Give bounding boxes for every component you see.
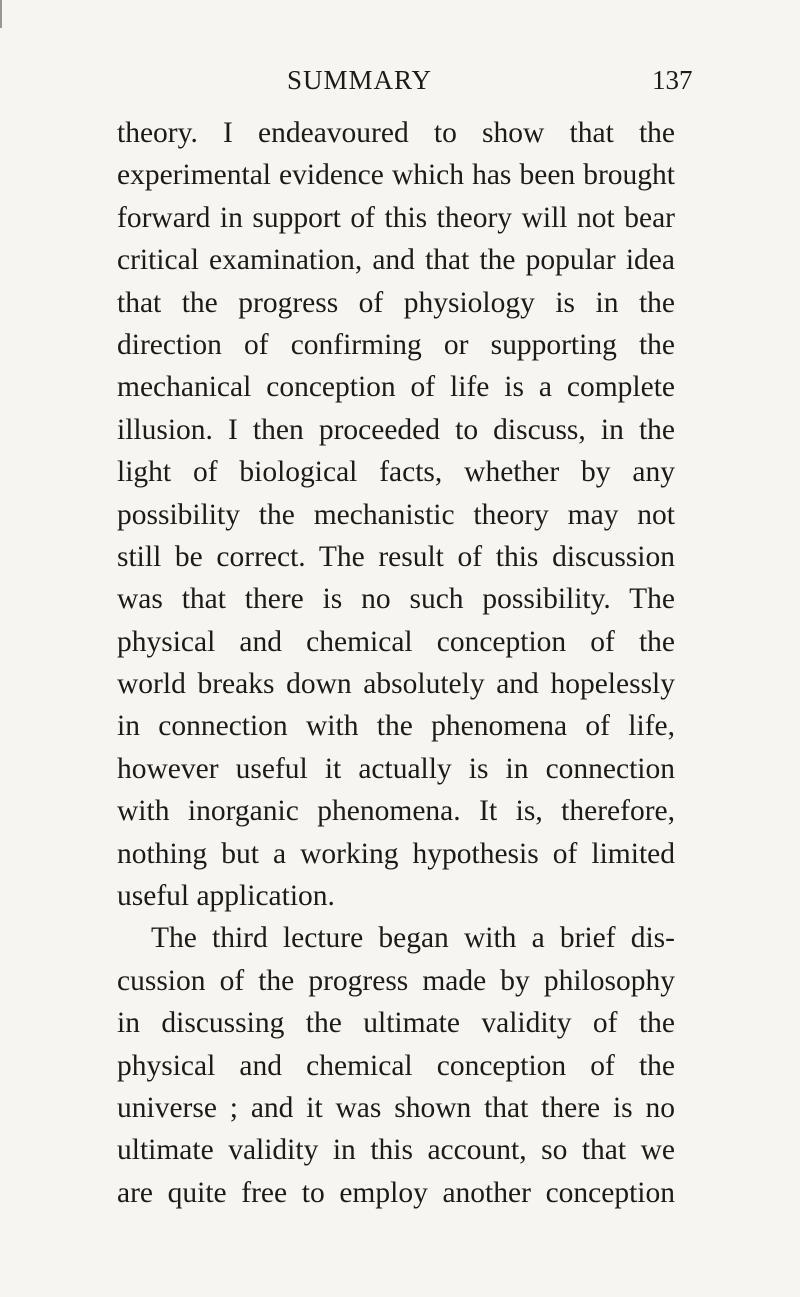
page-number: 137 — [652, 65, 693, 95]
text-line: in discussing the ultimate validity of the — [117, 1007, 675, 1040]
page-edge-mark — [0, 0, 2, 28]
text-line: are quite free to employ another conception — [117, 1176, 675, 1209]
text-line: ultimate validity in this account, so that we — [117, 1134, 675, 1167]
text-line: cussion of the progress made by philosophy — [117, 964, 675, 997]
text-line: illusion. I then proceeded to discuss, in the — [117, 413, 675, 446]
text-line: The third lecture began with a brief dis- — [151, 922, 675, 955]
text-line: useful application. — [117, 880, 335, 913]
text-line: still be correct. The result of this discussion — [117, 540, 675, 573]
running-head — [0, 60, 800, 100]
text-line: nothing but a working hypothesis of limited — [117, 837, 675, 870]
text-line: light of biological facts, whether by any — [117, 456, 675, 489]
text-line: universe ; and it was shown that there is no — [117, 1091, 675, 1124]
text-line: experimental evidence which has been brought — [117, 159, 675, 192]
text-line: however useful it actually is in connection — [117, 752, 675, 785]
text-line: forward in support of this theory will not bear — [117, 201, 675, 234]
text-line: possibility the mechanistic theory may not — [117, 498, 675, 531]
text-line: physical and chemical conception of the — [117, 1049, 675, 1082]
text-line: direction of confirming or supporting the — [117, 328, 675, 361]
text-line: that the progress of physiology is in the — [117, 286, 675, 319]
text-line: was that there is no such possibility. The — [117, 583, 675, 616]
text-line: with inorganic phenomena. It is, therefore, — [117, 795, 675, 828]
body-text — [117, 112, 675, 1214]
text-line: physical and chemical conception of the — [117, 625, 675, 658]
text-line: theory. I endeavoured to show that the — [117, 117, 675, 149]
text-line: in connection with the phenomena of life, — [117, 710, 675, 743]
text-line: mechanical conception of life is a complete — [117, 371, 675, 404]
text-line: world breaks down absolutely and hopelessly — [117, 668, 675, 701]
text-line: critical examination, and that the popular idea — [117, 244, 675, 277]
running-head-title: SUMMARY — [287, 65, 433, 95]
